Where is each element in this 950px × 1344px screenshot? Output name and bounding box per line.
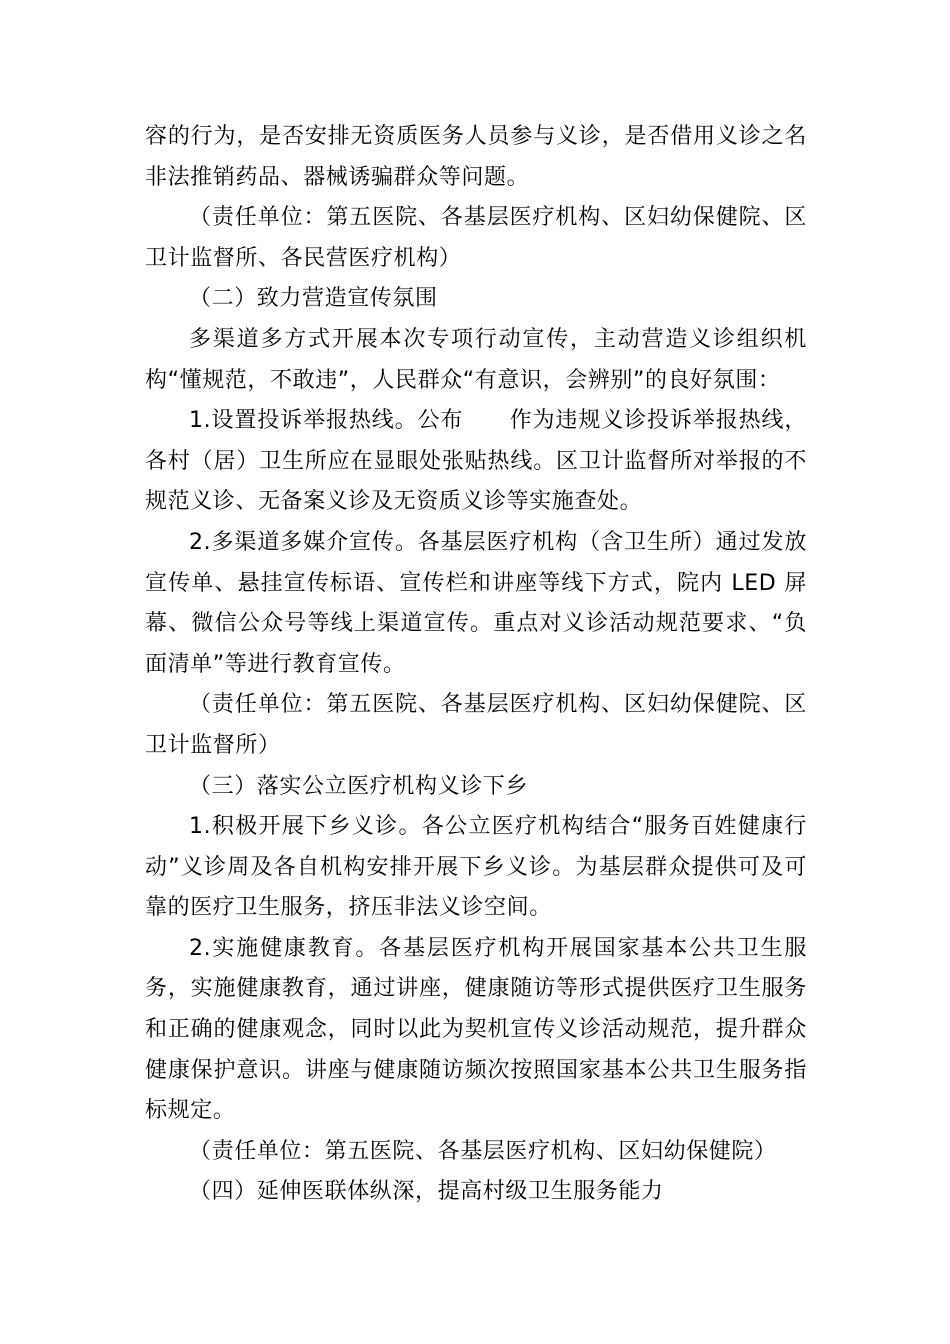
- section-heading-2: （二）致力营造宣传氛围: [189, 286, 438, 312]
- body-paragraph-hotline: [145, 401, 807, 523]
- body-paragraph: 多渠道多方式开展本次专项行动宣传，主动营造义诊组织机构“懂规范，不敢违”，人民群众“有意识，会辨别”的良好氛围：: [145, 326, 807, 393]
- body-paragraph: 1.积极开展下乡义诊。各公立医疗机构结合“服务百姓健康行动”义诊周及各自机构安排开展下乡义诊。为基层群众提供可及可靠的医疗卫生服务，挤压非法义诊空间。: [145, 814, 807, 921]
- section-heading-3: （三）落实公立医疗机构义诊下乡: [189, 773, 529, 799]
- body-paragraph: 2.实施健康教育。各基层医疗机构开展国家基本公共卫生服务，实施健康教育，通过讲座，健康随访等形式提供医疗卫生服务和正确的健康观念，同时以此为契机宣传义诊活动规范，提升群众健康保护意识。讲座与健康随访频次按照国家基本公共卫生服务指标规定。: [145, 935, 807, 1124]
- section-heading-4: （四）延伸医联体纵深，提高村级卫生服务能力: [189, 1179, 664, 1205]
- responsibility-note: （责任单位：第五医院、各基层医疗机构、区妇幼保健院、区卫计监督所、各民营医疗机构）: [145, 205, 807, 271]
- responsibility-note: （责任单位：第五医院、各基层医疗机构、区妇幼保健院）: [189, 1138, 777, 1164]
- body-paragraph: 容的行为，是否安排无资质医务人员参与义诊，是否借用义诊之名非法推销药品、器械诱骗群众等问题。: [145, 124, 807, 190]
- hotline-lead-text: 1.设置投诉举报热线。公布: [189, 408, 464, 434]
- responsibility-note: （责任单位：第五医院、各基层医疗机构、区妇幼保健院、区卫计监督所）: [145, 692, 807, 758]
- body-paragraph: 2.多渠道多媒介宣传。各基层医疗机构（含卫生所）通过发放宣传单、悬挂宣传标语、宣传栏和讲座等线下方式，院内 LED 屏幕、微信公众号等线上渠道宣传。重点对义诊活动规范要求、“负面清单”等进行教育宣传。: [145, 529, 807, 677]
- document-page: [145, 117, 807, 1213]
- hotline-rest-text: 作为违规义诊投诉举报热线，各村（居）卫生所应在显眼处张贴热线。区卫计监督所对举报的不规范义诊、无备案义诊及无资质义诊等实施查处。: [145, 408, 807, 515]
